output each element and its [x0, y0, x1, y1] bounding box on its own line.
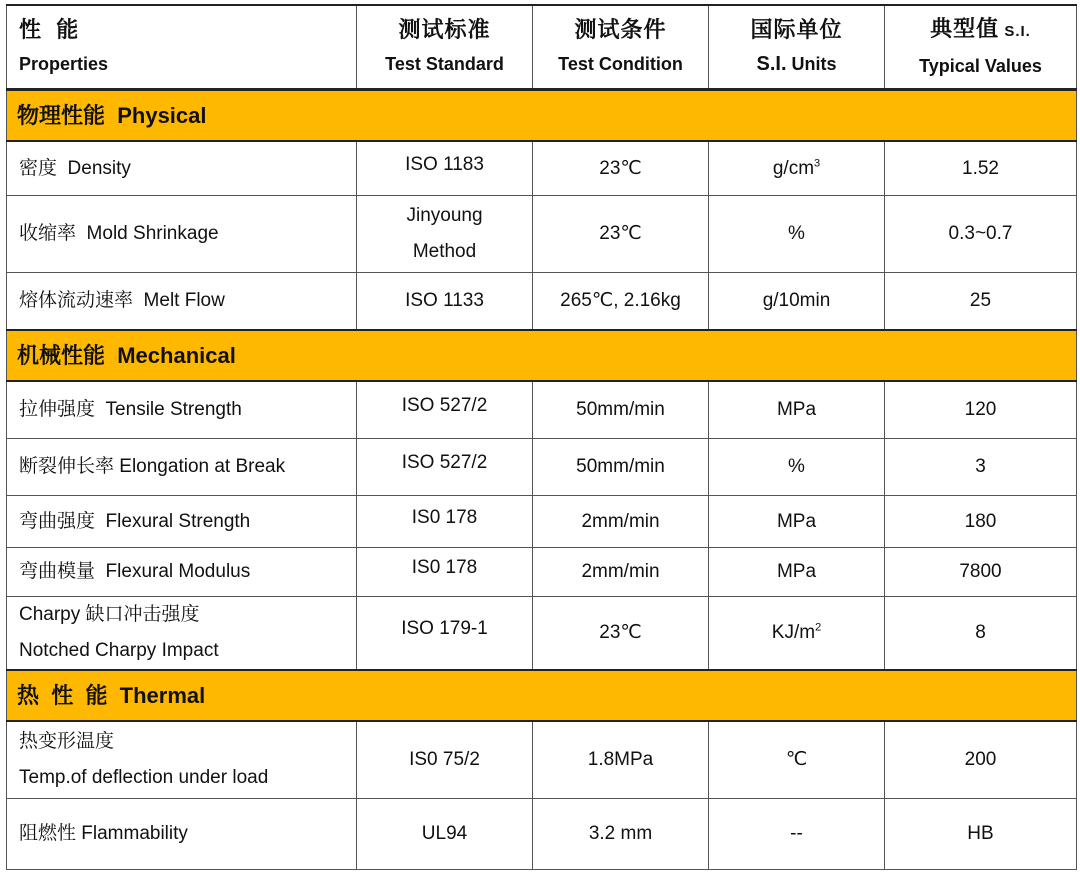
cell-unit: MPa [709, 381, 885, 439]
cell-condition: 1.8MPa [533, 721, 709, 799]
cell-standard [357, 496, 533, 548]
cell-property-line-1: 热变形温度 [19, 731, 115, 752]
header-si-label: S.I. [756, 53, 787, 75]
header-test-standard-en: Test Standard [385, 54, 504, 74]
cell-unit-base: KJ/m [771, 622, 816, 643]
section-row-thermal [7, 670, 1077, 721]
header-test-condition-zh: 测试条件 [574, 17, 667, 42]
cell-standard-text: ISO 179-1 [401, 618, 488, 639]
cell-value: 25 [885, 273, 1077, 331]
header-test-condition [533, 5, 709, 90]
header-properties-en: Properties [19, 54, 109, 74]
cell-standard [357, 439, 533, 496]
cell-property [7, 597, 357, 671]
table-row-density [7, 141, 1077, 196]
cell-standard-line-2: Method [412, 241, 477, 262]
table-row-flexural-modulus [7, 548, 1077, 597]
cell-condition: 3.2 mm [533, 799, 709, 870]
section-title-mechanical: 机械性能 Mechanical [7, 330, 1077, 381]
cell-condition: 23℃ [533, 196, 709, 273]
header-typical-values-en: Typical Values [919, 55, 1042, 76]
cell-value: HB [885, 799, 1077, 870]
table-row-flexural-strength [7, 496, 1077, 548]
cell-value: 7800 [885, 548, 1077, 597]
cell-standard-text: IS0 178 [411, 557, 478, 578]
table-header-row [7, 5, 1077, 90]
cell-standard-text: ISO 527/2 [401, 395, 488, 416]
cell-property: 收缩率 Mold Shrinkage [7, 196, 357, 273]
header-typical-si: S.I. [999, 22, 1031, 40]
cell-property: 弯曲模量 Flexural Modulus [7, 548, 357, 597]
cell-unit [709, 597, 885, 671]
cell-unit: % [709, 439, 885, 496]
header-test-standard [357, 5, 533, 90]
cell-value: 8 [885, 597, 1077, 671]
cell-unit: ℃ [709, 721, 885, 799]
cell-unit: MPa [709, 496, 885, 548]
cell-standard [357, 381, 533, 439]
cell-property [7, 721, 357, 799]
cell-property-line-2: Temp.of deflection under load [19, 767, 269, 788]
section-title-thermal: 热 性 能 Thermal [7, 670, 1077, 721]
cell-value: 3 [885, 439, 1077, 496]
section-row-mechanical [7, 330, 1077, 381]
cell-value: 180 [885, 496, 1077, 548]
table-row-shrinkage [7, 196, 1077, 273]
cell-condition: 50mm/min [533, 381, 709, 439]
header-test-condition-en: Test Condition [558, 54, 683, 74]
cell-standard: UL94 [357, 799, 533, 870]
header-properties-zh: 性 能 [19, 17, 80, 42]
cell-standard: ISO 1133 [357, 273, 533, 331]
cell-standard [357, 196, 533, 273]
cell-property: 弯曲强度 Flexural Strength [7, 496, 357, 548]
header-test-standard-zh: 测试标准 [398, 17, 491, 42]
cell-property: 断裂伸长率 Elongation at Break [7, 439, 357, 496]
header-si-units-zh: 国际单位 [750, 17, 843, 42]
cell-property: 熔体流动速率 Melt Flow [7, 273, 357, 331]
section-row-physical [7, 90, 1077, 142]
table-row-hdt [7, 721, 1077, 799]
cell-condition: 23℃ [533, 597, 709, 671]
cell-value: 0.3~0.7 [885, 196, 1077, 273]
properties-table [6, 4, 1077, 870]
cell-unit: g/10min [709, 273, 885, 331]
table-row-meltflow [7, 273, 1077, 331]
table-row-charpy [7, 597, 1077, 671]
cell-value: 120 [885, 381, 1077, 439]
cell-unit-base: g/cm [772, 157, 815, 179]
cell-standard [357, 548, 533, 597]
cell-property: 阻燃性 Flammability [7, 799, 357, 870]
cell-property-line-2: Notched Charpy Impact [19, 640, 219, 661]
table-row-elongation [7, 439, 1077, 496]
cell-standard-line-1: Jinyoung [406, 205, 483, 226]
cell-unit [709, 141, 885, 196]
cell-value: 200 [885, 721, 1077, 799]
cell-standard-text: ISO 527/2 [401, 452, 488, 473]
cell-standard [357, 141, 533, 196]
cell-condition: 23℃ [533, 141, 709, 196]
cell-unit: % [709, 196, 885, 273]
section-title-physical: 物理性能 Physical [7, 90, 1077, 142]
header-properties [7, 5, 357, 90]
cell-property-line-1: Charpy 缺口冲击强度 [19, 604, 200, 625]
header-units-label: Units [786, 54, 837, 74]
cell-standard-text: IS0 178 [411, 506, 478, 528]
header-typical-zh-label: 典型值 [930, 15, 1000, 41]
cell-condition: 265℃, 2.16kg [533, 273, 709, 331]
cell-property: 拉伸强度 Tensile Strength [7, 381, 357, 439]
cell-condition: 50mm/min [533, 439, 709, 496]
table-row-flammability [7, 799, 1077, 870]
header-typical-values-zh [897, 12, 1064, 49]
header-si-units [709, 5, 885, 90]
cell-condition: 2mm/min [533, 548, 709, 597]
cell-unit-sup: 2 [815, 621, 822, 634]
cell-standard-text: ISO 1183 [405, 153, 484, 175]
cell-standard [357, 597, 533, 671]
cell-unit-sup: 3 [814, 157, 821, 170]
cell-value: 1.52 [885, 141, 1077, 196]
table-row-tensile [7, 381, 1077, 439]
cell-unit: -- [709, 799, 885, 870]
header-typical-values [885, 5, 1077, 90]
cell-unit: MPa [709, 548, 885, 597]
header-si-units-en [721, 47, 872, 81]
cell-standard: IS0 75/2 [357, 721, 533, 799]
cell-condition: 2mm/min [533, 496, 709, 548]
cell-property: 密度 Density [7, 141, 357, 196]
